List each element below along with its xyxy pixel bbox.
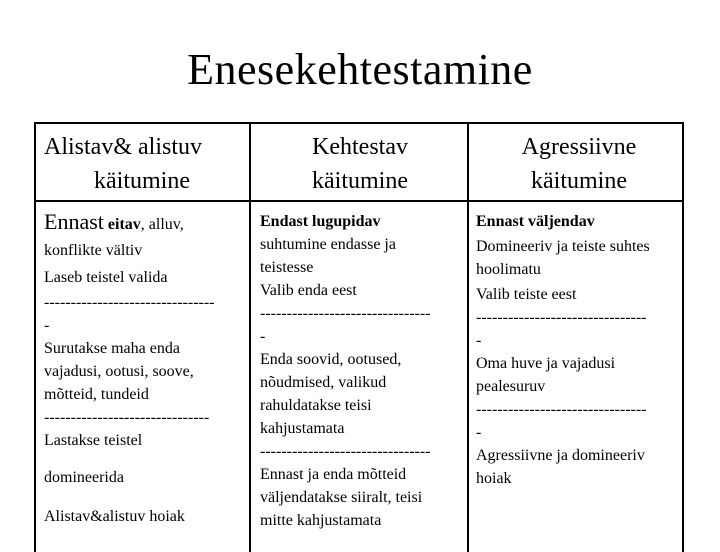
cell-line: pealesuruv [476,378,546,395]
cell-line: -------------------------------- [260,443,431,460]
header-line: Agressiivne [521,134,637,160]
cell-line: Endast lugupidav [260,213,381,230]
cell-line: -------------------------------- [476,401,647,418]
cell-line: vajadusi, ootusi, soove, [44,363,194,380]
page-title: Enesekehtestamine [187,45,533,94]
cell-line: Domineeriv ja teiste suhtes [476,238,650,255]
header-submissive [44,130,240,198]
cell-line: mõtteid, tundeid [44,386,149,403]
cell-line: ------------------------------- [44,409,210,426]
cell-line: -------------------------------- [44,294,215,311]
cell-text: , alluv, [140,216,184,233]
header-line: Kehtestav [312,134,408,160]
cell-line: domineerida [44,469,124,486]
cell-line [44,208,244,239]
cell-line: - [476,332,482,349]
cell-line: -------------------------------- [476,309,647,326]
cell-line: väljendatakse siiralt, teisi [260,489,423,506]
cell-line: - [260,328,266,345]
header-aggressive [476,130,682,198]
cell-line: suhtumine endasse ja [260,236,396,253]
cell-line: konflikte vältiv [44,242,143,259]
cell-line: kahjustamata [260,420,345,437]
cell-line: mitte kahjustamata [260,512,382,529]
cell-line: Enda soovid, ootused, [260,351,402,368]
header-assertive [260,130,460,198]
cell-line: Alistav&alistuv hoiak [44,508,185,525]
cell-text-bold: eitav [103,216,141,233]
header-line: käitumine [531,168,627,194]
cell-line: Ennast ja enda mõtteid [260,466,407,483]
cell-line: - [476,424,482,441]
cell-submissive [44,208,244,528]
header-divider [36,200,682,202]
cell-line: rahuldatakse teisi [260,397,372,414]
cell-line: Valib teiste eest [476,286,577,303]
cell-line: Ennast väljendav [476,213,595,230]
cell-line: -------------------------------- [260,305,431,322]
cell-line: Lastakse teistel [44,432,143,449]
cell-text-large: Ennast [44,209,104,234]
cell-line: hoolimatu [476,261,541,278]
cell-line: teistesse [260,259,314,276]
cell-line: Surutakse maha enda [44,340,180,357]
cell-line: Oma huve ja vajadusi [476,355,616,372]
cell-line: Agressiivne ja domineeriv [476,447,645,464]
cell-line: Laseb teistel valida [44,269,168,286]
column-divider [467,124,469,552]
cell-line: nõudmised, valikud [260,374,387,391]
cell-aggressive [476,210,682,490]
cell-line: Valib enda eest [260,282,357,299]
cell-line: - [44,317,50,334]
header-line: käitumine [94,168,190,194]
header-line: käitumine [312,168,408,194]
column-divider [249,124,251,552]
cell-assertive [260,210,464,532]
header-line: Alistav& alistuv [44,134,202,160]
comparison-table [34,122,684,552]
cell-line: hoiak [476,470,512,487]
